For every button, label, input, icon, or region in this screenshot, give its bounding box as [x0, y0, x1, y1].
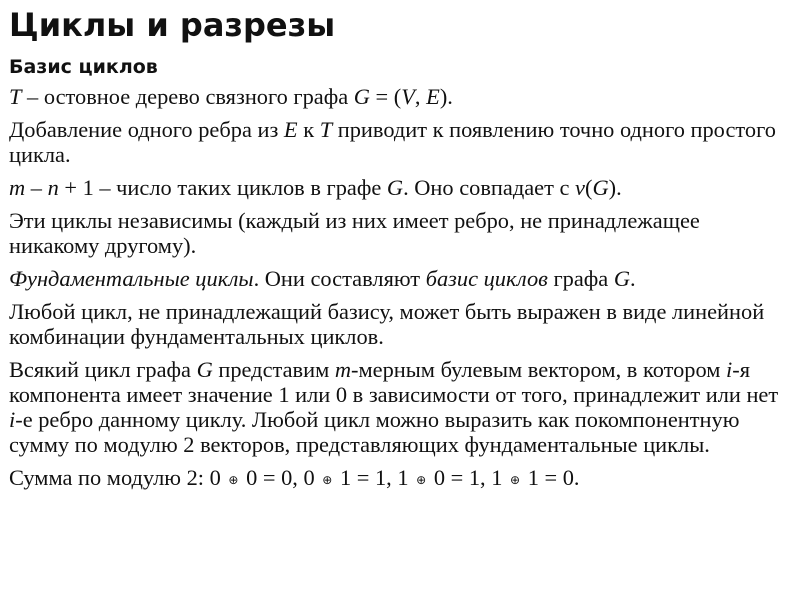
paragraph-fundamental-cycles [9, 266, 795, 291]
text: – [25, 175, 48, 200]
text: – остовное дерево связного графа [21, 84, 354, 109]
xor-operator: ⊕ [416, 473, 427, 487]
text: = ( [369, 84, 402, 109]
var-m: m [334, 357, 352, 382]
text: 0 = 0, 0 [240, 465, 321, 490]
text: -я компонента имеет значение 1 или 0 в зависимости от того, принадлежит или нет [9, 357, 779, 407]
var-G: G [196, 357, 213, 382]
text: приводит к появлению точно одного простого цикла. [9, 117, 776, 167]
section-subtitle: Базис циклов [9, 56, 158, 78]
var-G: G [592, 175, 609, 200]
term-cycle-basis: базис циклов [425, 266, 548, 291]
var-E: E [426, 84, 440, 109]
text: -е ребро данному циклу. Любой цикл можно выразить как покомпонентную сумму по модулю 2 векторов, представляющих фундаментальные циклы. [9, 407, 740, 457]
slide-body [9, 84, 795, 502]
text: Добавление одного ребра из [9, 117, 284, 142]
text: представим [212, 357, 335, 382]
text: 1 = 0. [522, 465, 580, 490]
var-G: G [613, 266, 631, 291]
var-m: m [9, 175, 26, 200]
text: к [297, 117, 320, 142]
text: . Они составляют [253, 266, 426, 291]
text: ). [439, 84, 453, 109]
var-V: V [401, 84, 415, 109]
var-n: n [47, 175, 59, 200]
slide-title: Циклы и разрезы [9, 6, 336, 44]
paragraph-spanning-tree [9, 84, 795, 109]
text: графа [547, 266, 614, 291]
paragraph-boolean-vector [9, 357, 795, 457]
text: 0 = 1, 1 [428, 465, 509, 490]
xor-operator: ⊕ [510, 473, 521, 487]
text: . Оно совпадает с [403, 175, 576, 200]
text: 1 = 1, 1 [334, 465, 415, 490]
var-i: i [9, 407, 16, 432]
var-i: i [726, 357, 733, 382]
paragraph-linear-combination: Любой цикл, не принадлежащий базису, может быть выражен в виде линейной комбинации фундаментальных циклов. [9, 299, 765, 349]
text: , [414, 84, 427, 109]
text: . [630, 266, 636, 291]
xor-operator: ⊕ [228, 473, 239, 487]
text: ). [608, 175, 622, 200]
term-fundamental-cycles: Фундаментальные циклы [9, 266, 254, 291]
text: -мерным булевым вектором, в котором [351, 357, 727, 382]
var-T: T [9, 84, 22, 109]
text: + 1 – число таких циклов в графе [58, 175, 387, 200]
paragraph-adding-edge [9, 117, 795, 167]
text: Сумма по модулю 2: 0 [9, 465, 227, 490]
xor-operator: ⊕ [322, 473, 333, 487]
var-nu: ν [575, 175, 585, 200]
paragraph-cycle-count [9, 175, 795, 200]
paragraph-independence: Эти циклы независимы (каждый из них имеет ребро, не принадлежащее никакому другому). [9, 208, 700, 258]
paragraph-mod2-sum [9, 465, 795, 494]
var-G: G [386, 175, 404, 200]
text: Всякий цикл графа [9, 357, 197, 382]
var-T: T [319, 117, 333, 142]
text: ( [584, 175, 593, 200]
var-E: E [283, 117, 298, 142]
var-G: G [353, 84, 370, 109]
